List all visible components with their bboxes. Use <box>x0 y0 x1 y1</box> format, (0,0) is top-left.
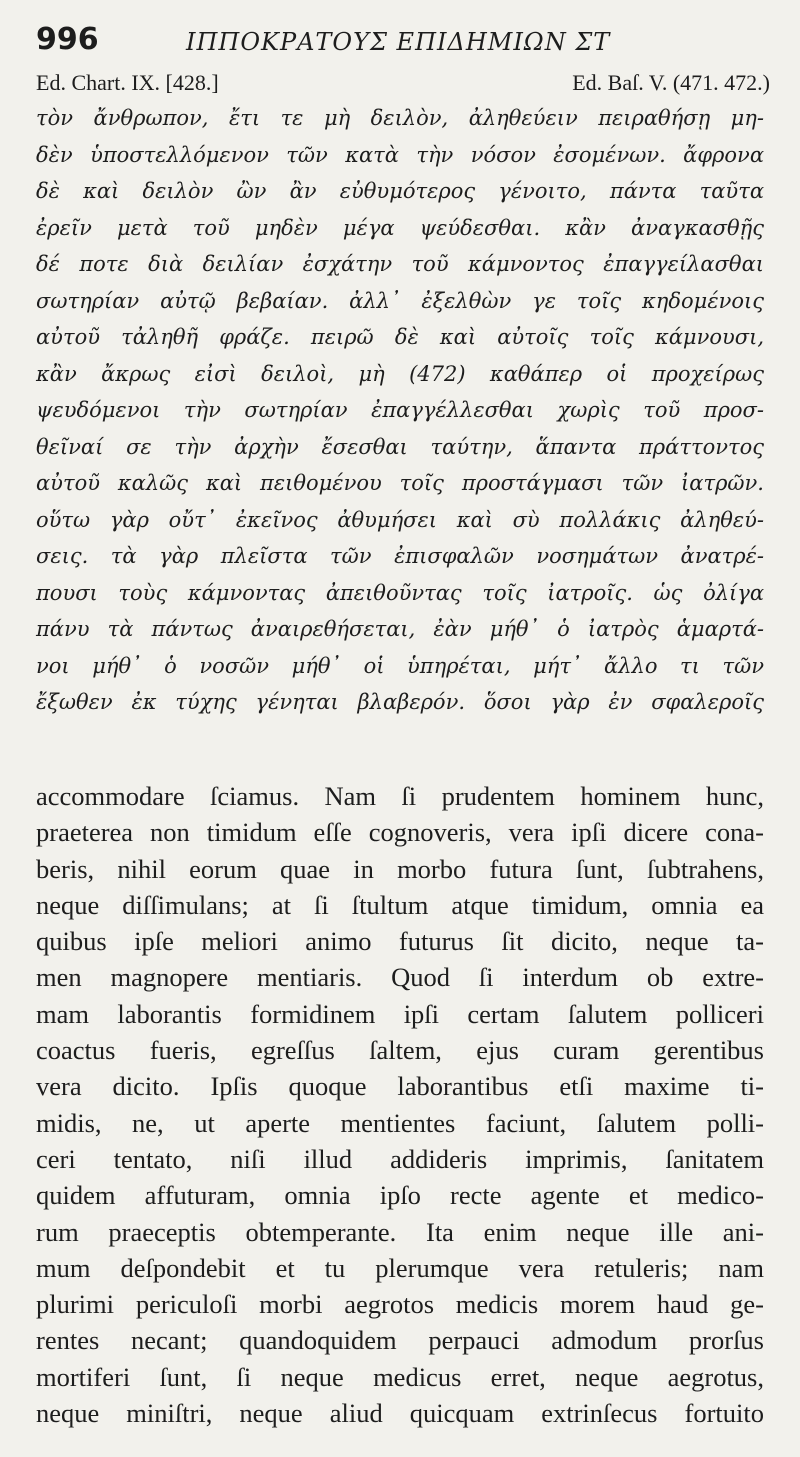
latin-text-line: mum deſpondebit et tu plerumque vera retuleris; nam <box>36 1252 764 1283</box>
page-header <box>36 22 770 70</box>
edition-reference-basel: Ed. Baſ. V. (471. 472.) <box>572 70 770 95</box>
greek-text-line: νοι μήθ᾽ ὁ νοσῶν μήθ᾽ οἱ ὑπηρέται, μήτ᾽ ἄλλο τι τῶν <box>36 653 764 678</box>
greek-text-line: ἔξωθεν ἐκ τύχης γένηται βλαβερόν. ὅσοι γὰρ ἐν σφαλεροῖς <box>36 690 764 714</box>
greek-text-line: ἐρεῖν μετὰ τοῦ μηδὲν μέγα ψεύδεσθαι. κἂν ἀναγκασθῇς <box>36 215 764 240</box>
latin-text-line: coactus fueris, egreſſus ſaltem, ejus curam gerentibus <box>36 1035 764 1066</box>
latin-text-block <box>36 778 764 1431</box>
edition-reference-chartier: Ed. Chart. IX. [428.] <box>36 70 219 95</box>
latin-text-line: mortiferi ſunt, ſi neque medicus erret, neque aegrotus, <box>36 1361 764 1392</box>
latin-text-line: praeterea non timidum eſſe cognoveris, vera ipſi dicere cona- <box>36 817 764 848</box>
greek-text-line: δὲ καὶ δειλὸν ὢν ἂν εὐθυμότερος γένοιτο, πάντα ταῦτα <box>36 179 764 203</box>
greek-text-line: τὸν ἄνθρωπον, ἔτι τε μὴ δειλὸν, ἀληθεύειν πειραθήσῃ μη- <box>36 106 764 130</box>
latin-text-line: ceri tentato, niſi illud addideris imprimis, ſanitatem <box>36 1143 764 1174</box>
greek-text-line: κἂν ἄκρως εἰσὶ δειλοὶ, μὴ (472) καθάπερ οἱ προχείρως <box>36 361 764 386</box>
greek-text-line: αὐτοῦ τἀληθῆ φράζε. πειρῶ δὲ καὶ αὐτοῖς τοῖς κάμνουσι, <box>36 325 764 349</box>
greek-text-line: σωτηρίαν αὐτῷ βεβαίαν. ἀλλ᾽ ἐξελθὼν γε τοῖς κηδομένοις <box>36 288 764 313</box>
latin-text-line: midis, ne, ut aperte mentientes faciunt, ſalutem polli- <box>36 1107 764 1138</box>
latin-text-line: men magnopere mentiaris. Quod ſi interdum ob extre- <box>36 962 764 993</box>
latin-text-line: vera dicito. Ipſis quoque laborantibus etſi maxime ti- <box>36 1071 764 1102</box>
edition-references <box>36 70 770 100</box>
latin-text-line: beris, nihil eorum quae in morbo futura ſunt, ſubtrahens, <box>36 853 764 884</box>
running-title: ΙΠΠΟΚΡΑΤΟΥΣ ΕΠΙΔΗΜΙΩΝ ΣΤ <box>186 28 611 56</box>
greek-text-line: πάνυ τὰ πάντως ἀναιρεθήσεται, ἐὰν μήθ᾽ ὁ ἰατρὸς ἁμαρτά- <box>36 617 764 641</box>
greek-text-line: ψευδόμενοι τὴν σωτηρίαν ἐπαγγέλλεσθαι χωρὶς τοῦ προσ- <box>36 398 764 422</box>
latin-text-line: quibus ipſe meliori animo futurus ſit dicito, neque ta- <box>36 926 764 957</box>
latin-text-line: neque diſſimulans; at ſi ſtultum atque timidum, omnia ea <box>36 889 764 920</box>
greek-text-line: αὐτοῦ καλῶς καὶ πειθομένου τοῖς προστάγμασι τῶν ἰατρῶν. <box>36 471 764 495</box>
latin-text-line: neque miniſtri, neque aliud quicquam extrinſecus fortuito <box>36 1398 764 1429</box>
page-number: 996 <box>36 22 99 57</box>
greek-text-line: πουσι τοὺς κάμνοντας ἀπειθοῦντας τοῖς ἰατροῖς. ὡς ὀλίγα <box>36 580 764 605</box>
greek-text-block <box>36 100 764 721</box>
latin-text-line: mam laborantis formidinem ipſi certam ſalutem polliceri <box>36 998 764 1029</box>
greek-text-line: δὲν ὑποστελλόμενον τῶν κατὰ τὴν νόσον ἐσομένων. ἄφρονα <box>36 142 764 167</box>
greek-text-line: οὕτω γὰρ οὔτ᾽ ἐκεῖνος ἀθυμήσει καὶ σὺ πολλάκις ἀληθεύ- <box>36 507 764 532</box>
greek-text-line: δέ ποτε διὰ δειλίαν ἐσχάτην τοῦ κάμνοντος ἐπαγγείλασθαι <box>36 252 764 276</box>
latin-text-line: plurimi periculoſi morbi aegrotos medicis morem haud ge- <box>36 1289 764 1320</box>
latin-text-line: quidem affuturam, omnia ipſo recte agente et medico- <box>36 1180 764 1211</box>
greek-text-line: σεις. τὰ γὰρ πλεῖστα τῶν ἐπισφαλῶν νοσημάτων ἀνατρέ- <box>36 544 764 568</box>
latin-text-line: rentes necant; quandoquidem perpauci admodum prorſus <box>36 1325 764 1356</box>
greek-text-line: θεῖναί σε τὴν ἀρχὴν ἔσεσθαι ταύτην, ἅπαντα πράττοντος <box>36 434 764 459</box>
latin-text-line: rum praeceptis obtemperante. Ita enim neque ille ani- <box>36 1216 764 1247</box>
latin-text-line: accommodare ſciamus. Nam ſi prudentem hominem hunc, <box>36 781 764 811</box>
